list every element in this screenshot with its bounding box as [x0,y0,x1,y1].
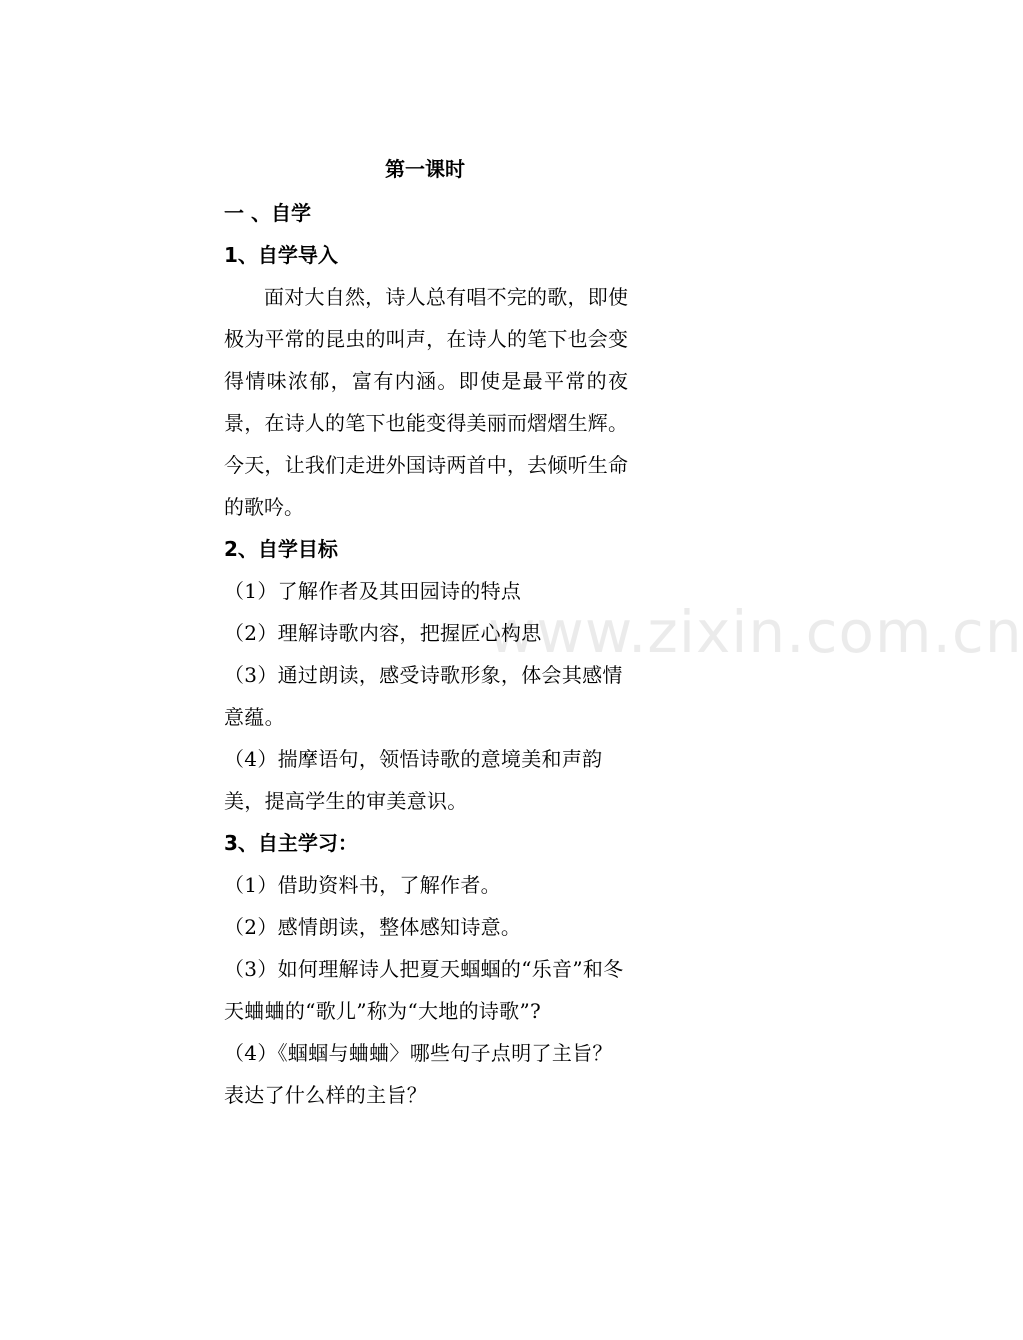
section-heading: 一 、自学 [224,201,311,225]
intro-paragraph: 面对大自然，诗人总有唱不完的歌，即使极为平常的昆虫的叫声，在诗人的笔下也会变得情味浓郁，富有内涵。即使是最平常的夜景，在诗人的笔下也能变得美丽而熠熠生辉。今天，让我们走进外国诗两首中，去倾听生命的歌吟。 [224,285,628,519]
goal-item: （3）通过朗读，感受诗歌形象，体会其感情意蕴。 [224,663,623,729]
goal-item: （2）理解诗歌内容，把握匠心构思 [224,621,542,645]
goals-heading: 2、自学目标 [224,537,338,561]
watermark: www.zixin.com.cn [488,598,1023,666]
study-item: （1）借助资料书，了解作者。 [224,873,501,897]
study-heading: 3、自主学习： [224,831,358,855]
study-item: （3）如何理解诗人把夏天蝈蝈的“乐音”和冬天蛐蛐的“歌儿”称为“大地的诗歌”? [224,957,624,1023]
goal-item: （1）了解作者及其田园诗的特点 [224,579,522,603]
study-item: （4）《蝈蝈与蛐蛐〉哪些句子点明了主旨？表达了什么样的主旨？ [224,1041,613,1107]
document-body [224,148,628,1116]
intro-heading: 1、自学导入 [224,243,338,267]
lesson-title: 第一课时 [385,157,465,181]
goal-item: （4）揣摩语句，领悟诗歌的意境美和声韵美，提高学生的审美意识。 [224,747,603,813]
study-item: （2）感情朗读，整体感知诗意。 [224,915,522,939]
